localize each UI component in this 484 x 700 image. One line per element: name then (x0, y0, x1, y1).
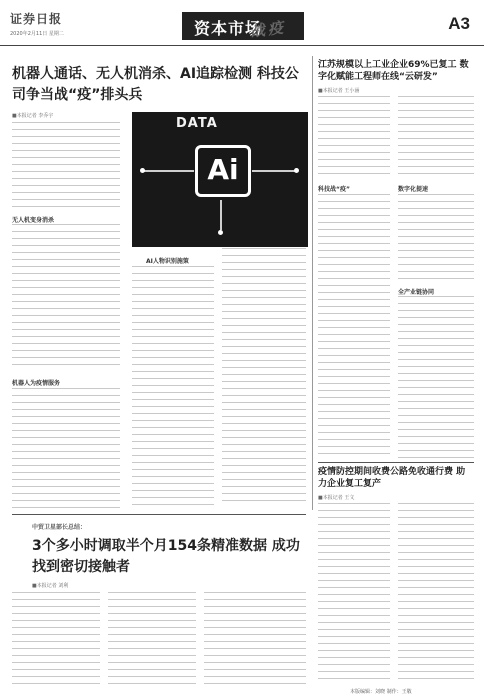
second-column-two (108, 592, 196, 688)
right-bottom-column-two (398, 503, 474, 683)
image-caption: AI人物识别施策 (146, 258, 189, 265)
circuit-line-right (252, 170, 296, 172)
circuit-node (294, 168, 299, 173)
lead-subhead-robots: 机器人为疫情服务 (12, 380, 61, 387)
second-column-one (12, 592, 100, 688)
right-bottom-headline: 疫情防控期间收费公路免收通行费 助力企业复工复产 (318, 467, 466, 489)
right-bottom-byline: ■本报记者 王文 (318, 495, 355, 501)
column-divider (312, 56, 313, 510)
newspaper-logo: 证券日报 (10, 12, 63, 26)
right-top-subhead-chain: 全产业链协同 (398, 289, 435, 296)
second-byline: ■本报记者 刘利 (32, 583, 69, 589)
right-top-subhead-digital: 数字化提速 (398, 186, 429, 193)
lead-column-two (132, 266, 214, 506)
dateline: 2020年2月11日 星期二 (10, 31, 64, 37)
lead-intro-text (12, 122, 120, 210)
right-section-divider (318, 462, 474, 463)
lead-column-three (222, 248, 306, 506)
second-kicker: 中贸卫星部长总结： (32, 524, 87, 531)
right-top-column-two (398, 96, 474, 174)
page-footer: 本版编辑：刘晓 制作：王敬 (350, 689, 412, 695)
right-top-byline: ■本报记者 王小涵 (318, 88, 360, 94)
section-divider (12, 514, 306, 515)
circuit-node (140, 168, 145, 173)
masthead (0, 0, 484, 46)
image-data-label: DATA (176, 116, 218, 131)
right-top-column-five (398, 296, 474, 460)
right-bottom-column-one (318, 503, 390, 683)
right-top-column-one (318, 96, 390, 174)
ai-chip-icon: Ai (195, 145, 251, 197)
circuit-line-bottom (220, 200, 222, 230)
second-column-three (204, 592, 306, 688)
lead-byline: ■本报记者 李乔宇 (12, 113, 54, 119)
circuit-line-left (144, 170, 194, 172)
circuit-node (218, 230, 223, 235)
right-top-column-four (398, 194, 474, 280)
section-banner: 资本市场 (182, 12, 304, 40)
lead-column-one-continued (12, 388, 120, 508)
page-number: A3 (448, 14, 470, 33)
ai-feature-image (132, 112, 308, 247)
right-top-subhead-tech: 科技战“疫” (318, 186, 350, 193)
banner-accent: 战疫 (249, 18, 287, 41)
lead-headline: 机器人通话、无人机消杀、AI追踪检测 科技公司争当战“疫”排头兵 (12, 66, 299, 103)
second-headline: 3个多小时调取半个月154条精准数据 成功找到密切接触者 (32, 538, 300, 575)
right-top-headline: 江苏规模以上工业企业69%已复工 数字化赋能工程师在线“云研发” (318, 60, 469, 82)
lead-subhead-drones: 无人机变身消杀 (12, 217, 55, 224)
lead-column-one (12, 224, 120, 368)
right-top-column-three (318, 194, 390, 460)
